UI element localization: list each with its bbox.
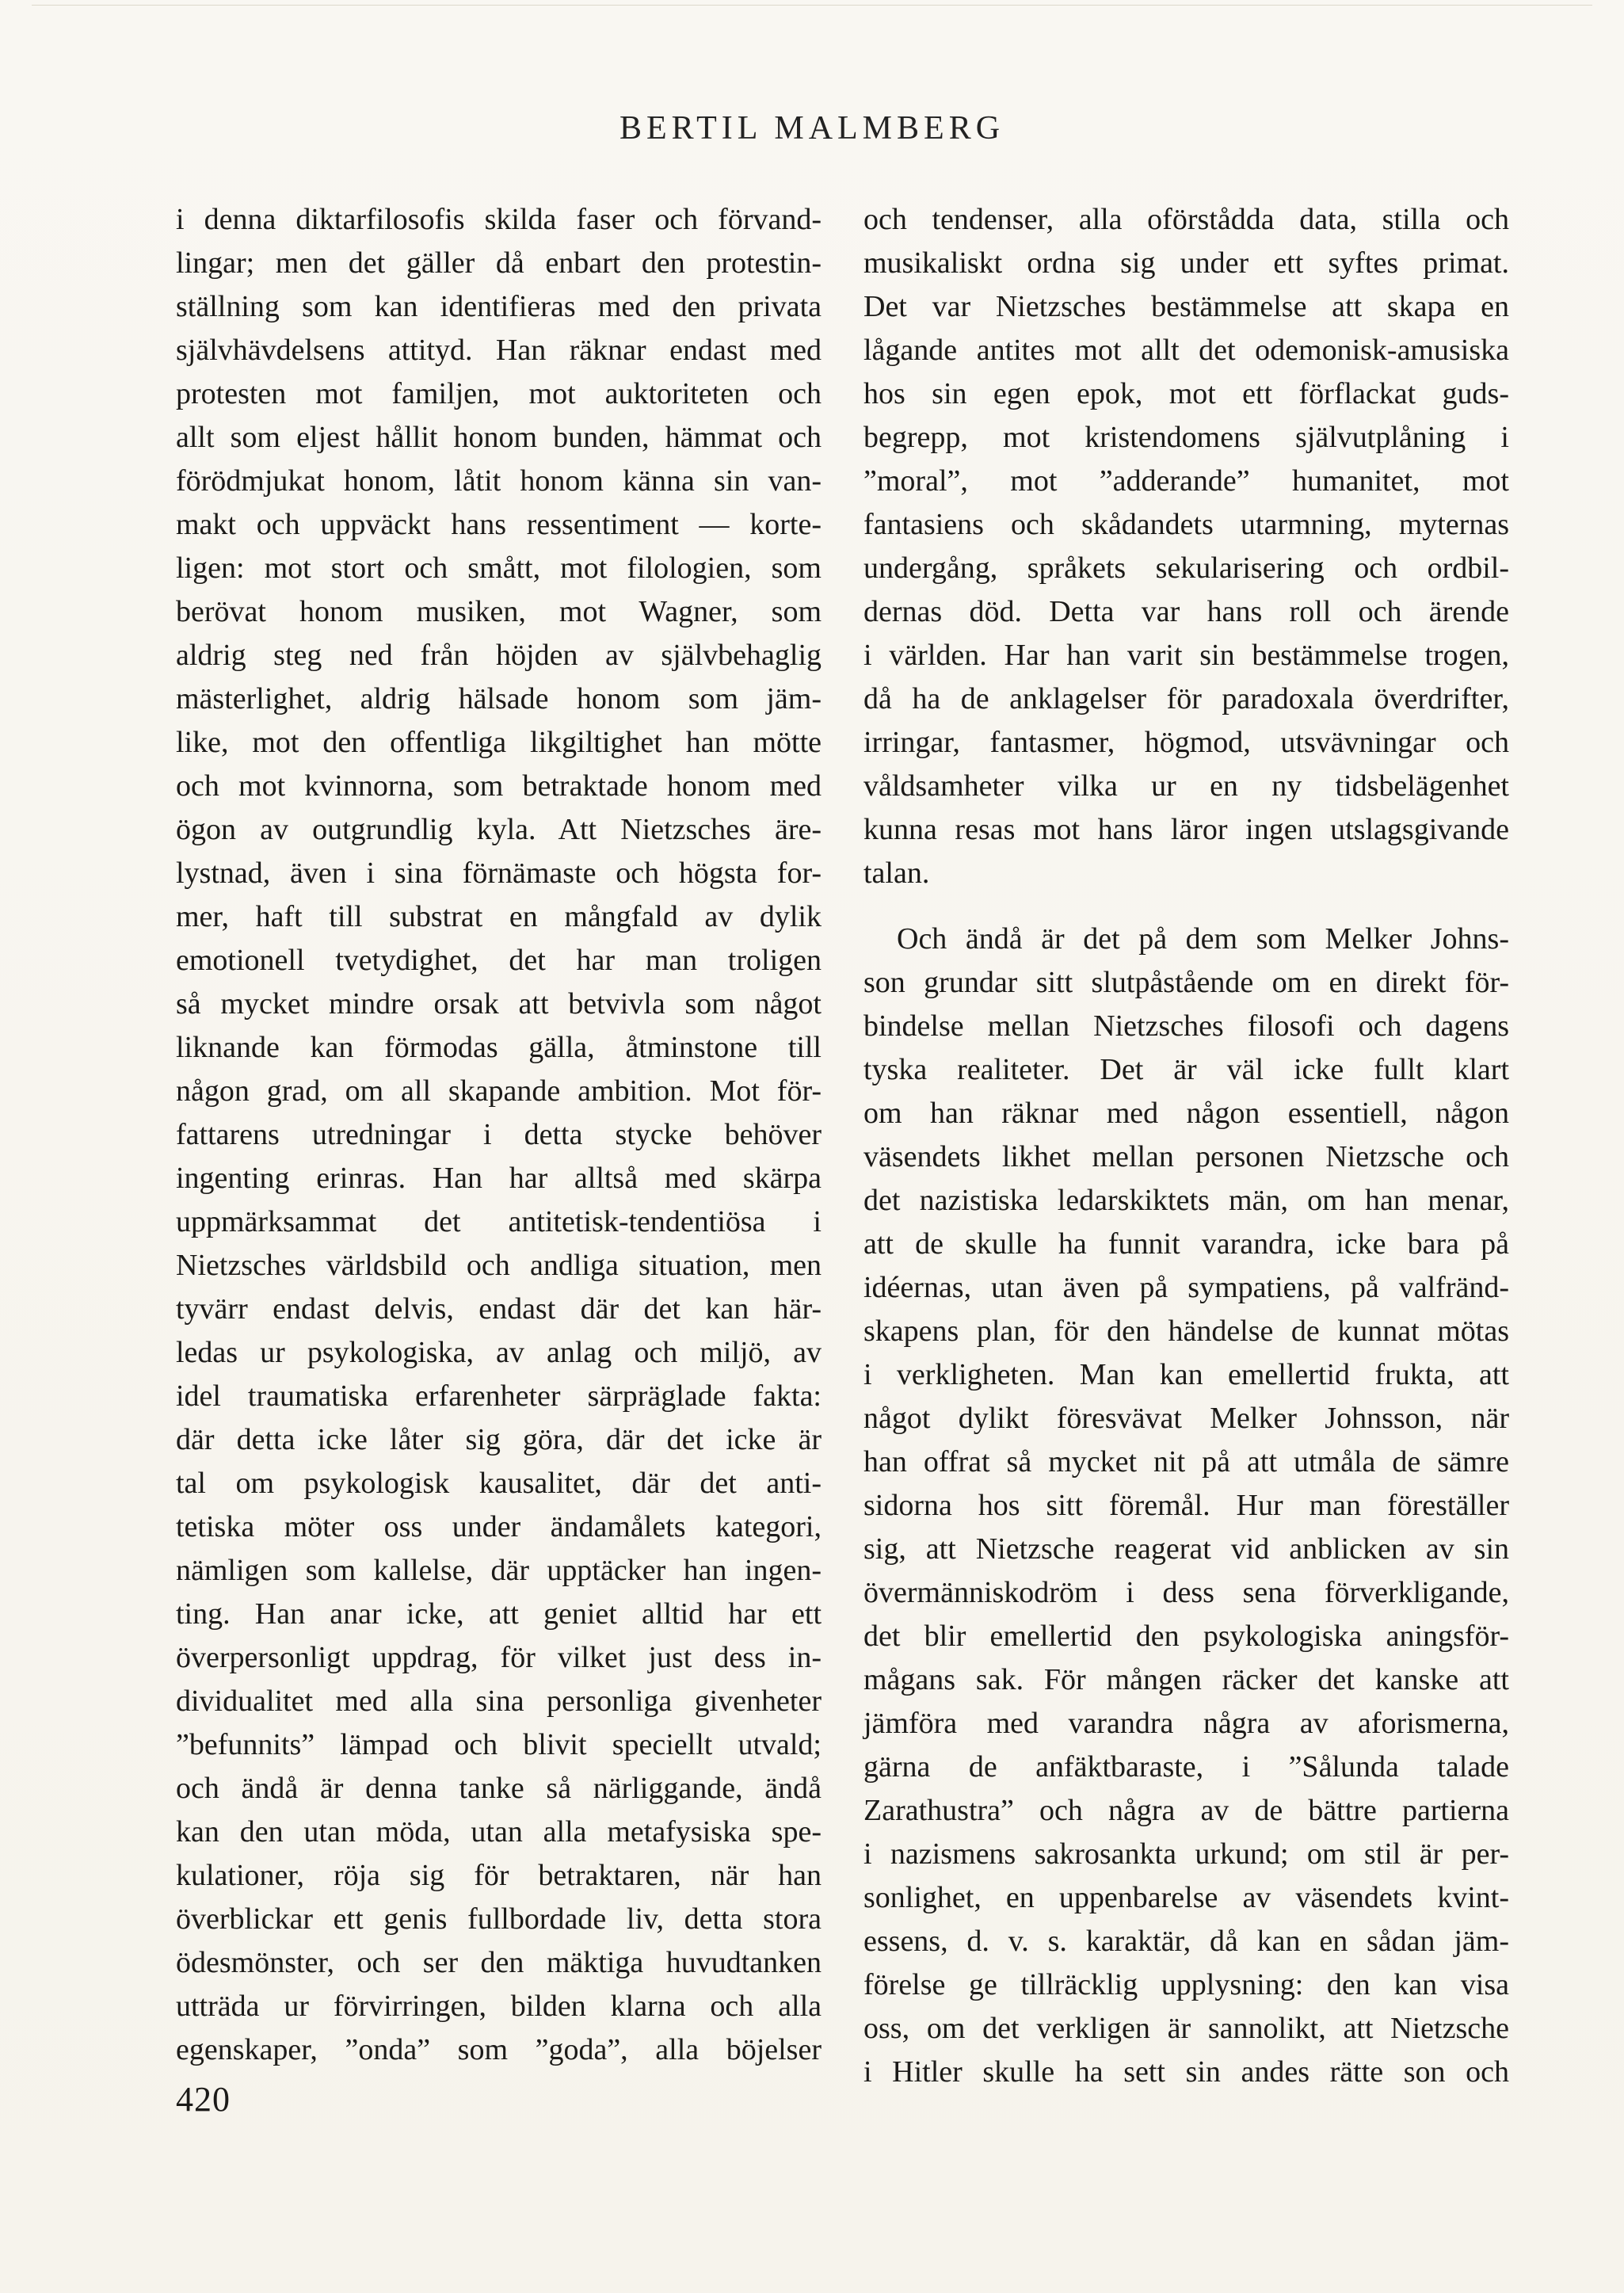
text-line: där detta icke låter sig göra, där det icke är (176, 1423, 822, 1456)
text-line: Nietzsches världsbild och andliga situation, men (176, 1249, 822, 1282)
text-line: kan den utan möda, utan alla metafysiska spe- (176, 1815, 822, 1849)
text-line: lystnad, även i sina förnämaste och högsta for- (176, 857, 822, 890)
text-line: och tendenser, alla oförstådda data, stilla och (863, 203, 1509, 236)
text-line: oss, om det verkligen är sannolikt, att Nietzsche (863, 2012, 1509, 2045)
text-line: Zarathustra” och några av de bättre partierna (863, 1794, 1509, 1827)
text-line: i denna diktarfilosofis skilda faser och förvand- (176, 203, 822, 236)
text-line: ställning som kan identifieras med den privata (176, 290, 822, 323)
text-line: mågans sak. För mången räcker det kanske att (863, 1663, 1509, 1696)
text-line: protesten mot familjen, mot auktoriteten och (176, 377, 822, 410)
text-line: och ändå är denna tanke så närliggande, ändå (176, 1772, 822, 1805)
text-line: essens, d. v. s. karaktär, då kan en sådan jäm- (863, 1925, 1509, 1958)
text-line: väsendets likhet mellan personen Nietzsche och (863, 1140, 1509, 1173)
text-line: allt som eljest hållit honom bunden, hämmat och (176, 421, 822, 454)
text-line: förödmjukat honom, låtit honom känna sin van- (176, 464, 822, 498)
text-line: lingar; men det gäller då enbart den protestin- (176, 246, 822, 280)
text-line: tyvärr endast delvis, endast där det kan här- (176, 1292, 822, 1326)
text-line: ingenting erinras. Han har alltså med skärpa (176, 1162, 822, 1195)
text-line: hos sin egen epok, mot ett förflackat guds- (863, 377, 1509, 410)
page-top-edge (32, 5, 1592, 6)
text-line: like, mot den offentliga likgiltighet han mötte (176, 726, 822, 759)
text-line: mästerlighet, aldrig hälsade honom som jäm- (176, 682, 822, 715)
text-line: överpersonligt uppdrag, för vilket just dess in- (176, 1641, 822, 1674)
text-line: och mot kvinnorna, som betraktade honom med (176, 769, 822, 803)
text-line: undergång, språkets sekularisering och ordbil- (863, 551, 1509, 585)
paragraph (863, 918, 1509, 2094)
text-line: kunna resas mot hans läror ingen utslagsgivande (863, 813, 1509, 846)
text-line: ”moral”, mot ”adderande” humanitet, mot (863, 464, 1509, 498)
running-head: BERTIL MALMBERG (619, 110, 1005, 147)
text-line: idéernas, utan även på sympatiens, på valfränd- (863, 1271, 1509, 1304)
text-line: sonlighet, en uppenbarelse av väsendets kvint- (863, 1881, 1509, 1914)
text-line: självhävdelsens attityd. Han räknar endast med (176, 334, 822, 367)
text-line: ödesmönster, och ser den mäktiga huvudtanken (176, 1946, 822, 1979)
text-line: så mycket mindre orsak att betvivla som något (176, 987, 822, 1021)
text-line: kulationer, röja sig för betraktaren, när han (176, 1859, 822, 1892)
text-line: då ha de anklagelser för paradoxala överdrifter, (863, 682, 1509, 715)
text-line: ligen: mot stort och smått, mot filologien, som (176, 551, 822, 585)
text-line: berövat honom musiken, mot Wagner, som (176, 595, 822, 628)
text-line: emotionell tvetydighet, det har man troligen (176, 944, 822, 977)
text-line: makt och uppväckt hans ressentiment — korte- (176, 508, 822, 541)
text-line: begrepp, mot kristendomens självutplåning i (863, 421, 1509, 454)
text-line: tal om psykologisk kausalitet, där det anti- (176, 1467, 822, 1500)
text-line: liknande kan förmodas gälla, åtminstone till (176, 1031, 822, 1064)
text-line: lågande antites mot allt det odemonisk-amusiska (863, 334, 1509, 367)
text-line: fantasiens och skådandets utarmning, myternas (863, 508, 1509, 541)
text-line: övermänniskodröm i dess sena förverkligande, (863, 1576, 1509, 1609)
text-line: dernas död. Detta var hans roll och ärende (863, 595, 1509, 628)
text-line: ledas ur psykologiska, av anlag och miljö, av (176, 1336, 822, 1369)
text-line: dividualitet med alla sina personliga givenheter (176, 1684, 822, 1718)
text-line: uppmärksammat det antitetisk-tendentiösa i (176, 1205, 822, 1238)
text-line: i nazismens sakrosankta urkund; om stil är per- (863, 1837, 1509, 1871)
text-line: jämföra med varandra några av aforismerna, (863, 1707, 1509, 1740)
text-line: fattarens utredningar i detta stycke behöver (176, 1118, 822, 1151)
text-line: något dylikt föresvävat Melker Johnsson, när (863, 1402, 1509, 1435)
text-line: son grundar sitt slutpåstående om en direkt för- (863, 966, 1509, 999)
text-line: överblickar ett genis fullbordade liv, detta stora (176, 1902, 822, 1936)
text-line: det nazistiska ledarskiktets män, om han menar, (863, 1184, 1509, 1217)
text-line: han offrat så mycket nit på att utmåla de sämre (863, 1445, 1509, 1478)
text-line: nämligen som kallelse, där upptäcker han ingen- (176, 1554, 822, 1587)
text-line: ting. Han anar icke, att geniet alltid har ett (176, 1597, 822, 1631)
paragraph (863, 198, 1509, 895)
text-line: talan. (863, 857, 930, 890)
text-line: tetiska möter oss under ändamålets kategori, (176, 1510, 822, 1543)
text-line: idel traumatiska erfarenheter särpräglade fakta: (176, 1379, 822, 1413)
text-line: skapens plan, för den händelse de kunnat mötas (863, 1314, 1509, 1348)
page-number: 420 (176, 2080, 231, 2119)
text-line: att de skulle ha funnit varandra, icke bara på (863, 1227, 1509, 1261)
text-line: ögon av outgrundlig kyla. Att Nietzsches äre- (176, 813, 822, 846)
text-line: gärna de anfäktbaraste, i ”Sålunda talade (863, 1750, 1509, 1784)
text-line: tyska realiteter. Det är väl icke fullt klart (863, 1053, 1509, 1086)
text-line: sidorna hos sitt föremål. Hur man föreställer (863, 1489, 1509, 1522)
text-line: ”befunnits” lämpad och blivit speciellt utvald; (176, 1728, 822, 1761)
text-line: mer, haft till substrat en mångfald av dylik (176, 900, 822, 933)
text-line: i världen. Har han varit sin bestämmelse trogen, (863, 639, 1509, 672)
text-line: irringar, fantasmer, högmod, utsvävningar och (863, 726, 1509, 759)
text-line: sig, att Nietzsche reagerat vid anblicken av sin (863, 1532, 1509, 1566)
text-line: musikaliskt ordna sig under ett syftes primat. (863, 246, 1509, 280)
text-line: utträda ur förvirringen, bilden klarna och alla (176, 1990, 822, 2023)
text-line: våldsamheter vilka ur en ny tidsbelägenhet (863, 769, 1509, 803)
text-line: Det var Nietzsches bestämmelse att skapa en (863, 290, 1509, 323)
text-line: om han räknar med någon essentiell, någon (863, 1097, 1509, 1130)
text-line: bindelse mellan Nietzsches filosofi och dagens (863, 1009, 1509, 1043)
left-column (176, 198, 822, 2072)
text-line: i Hitler skulle ha sett sin andes rätte son och (863, 2055, 1509, 2089)
right-column (863, 198, 1509, 2094)
text-line: aldrig steg ned från höjden av självbehaglig (176, 639, 822, 672)
text-line: Och ändå är det på dem som Melker Johns- (897, 922, 1509, 956)
text-line: i verkligheten. Man kan emellertid frukta, att (863, 1358, 1509, 1391)
text-line: förelse ge tillräcklig upplysning: den kan visa (863, 1968, 1509, 2001)
text-line: någon grad, om all skapande ambition. Mot för- (176, 1074, 822, 1108)
text-line: egenskaper, ”onda” som ”goda”, alla böjelser (176, 2033, 822, 2066)
text-line: det blir emellertid den psykologiska aningsför- (863, 1620, 1509, 1653)
